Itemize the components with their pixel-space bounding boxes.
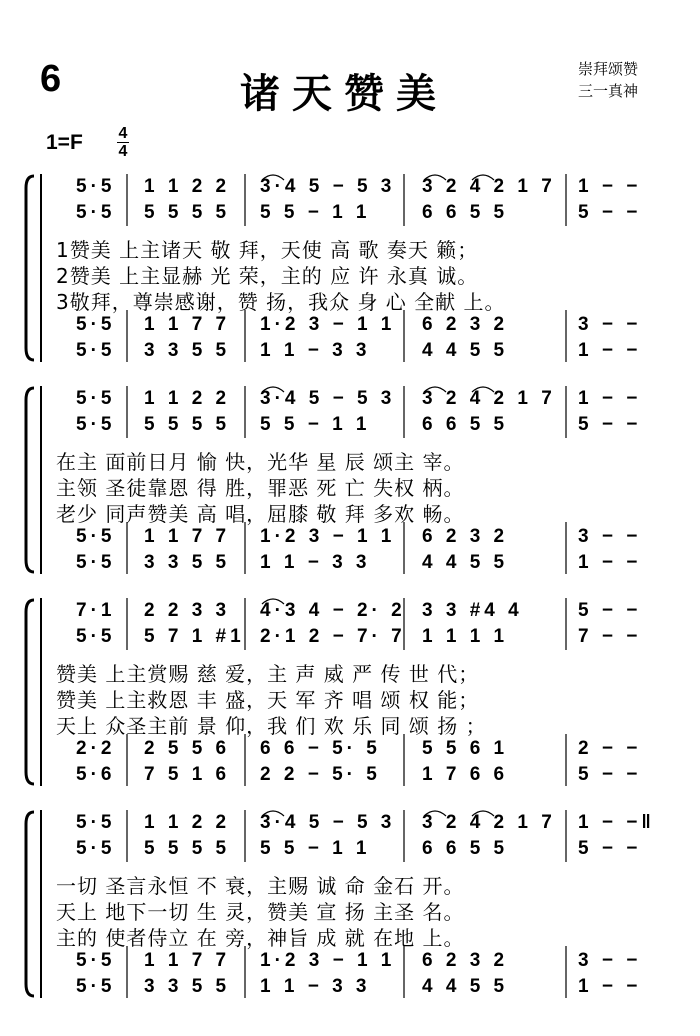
time-signature [117, 125, 129, 160]
upper-staff-top [60, 176, 700, 204]
measure-pickup: 5·5 [76, 950, 116, 971]
lyric-verse-3: 老少 同声赞美 高 唱，屈膝 敬 拜 多欢 畅。 [56, 502, 465, 526]
system-1 [0, 168, 700, 378]
measure-pickup: 5·5 [76, 176, 116, 197]
system-4 [0, 804, 700, 1014]
measure-4: 1 − − [578, 176, 642, 197]
measure-2: 1 1 − 3 3 [260, 552, 371, 573]
measure-4: 3 − − [578, 950, 642, 971]
lower-staff-top [60, 314, 700, 342]
upper-staff-top [60, 388, 700, 416]
lyric-verse-3: 天上 众圣主前 景 仰，我 们 欢 乐 同 颂 扬 ； [56, 714, 487, 738]
lyric-verse-3: 3敬拜，尊崇感谢，赞 扬，我众 身 心 全献 上。 [56, 290, 506, 314]
measure-2: 5 5 − 1 1 [260, 202, 371, 223]
lower-staff-top [60, 738, 700, 766]
upper-staff-bottom [60, 414, 700, 442]
measure-2: 1 1 − 3 3 [260, 976, 371, 997]
measure-4: 5 − − [578, 600, 642, 621]
measure-2: 1·2 3 − 1 1 [260, 526, 396, 547]
measure-4: 7 − − [578, 626, 642, 647]
measure-1: 1 1 2 2 [144, 812, 231, 833]
lyric-verse-1: 1赞美 上主诸天 敬 拜，天使 高 歌 奏天 籁； [56, 238, 479, 262]
measure-pickup: 5·5 [76, 414, 116, 435]
measure-3: 6 2 3 2 [422, 314, 509, 335]
measure-3: 3 2 4 2 1 7 [422, 176, 556, 197]
upper-staff-top [60, 812, 700, 840]
meter-bottom: 4 [118, 143, 128, 160]
lyric-verse-1: 在主 面前日月 愉 快，光华 星 辰 颂主 宰。 [56, 450, 465, 474]
measure-2: 5 5 − 1 1 [260, 838, 371, 859]
measure-1: 7 5 1 6 [144, 764, 231, 785]
measure-pickup: 5·5 [76, 838, 116, 859]
upper-staff-bottom [60, 838, 700, 866]
measure-pickup: 5·5 [76, 626, 116, 647]
lower-staff-bottom [60, 976, 700, 1004]
lyric-verse-2: 赞美 上主救恩 丰 盛，天 军 齐 唱 颂 权 能； [56, 688, 480, 712]
measure-4: 1 − − [578, 976, 642, 997]
measure-1: 5 5 5 5 [144, 414, 231, 435]
measure-1: 5 5 5 5 [144, 202, 231, 223]
measure-1: 1 1 7 7 [144, 526, 231, 547]
measure-1: 1 1 7 7 [144, 950, 231, 971]
measure-3: 3 2 4 2 1 7 [422, 812, 556, 833]
measure-3: 4 4 5 5 [422, 340, 509, 361]
measure-3: 4 4 5 5 [422, 976, 509, 997]
measure-2: 5 5 − 1 1 [260, 414, 371, 435]
measure-pickup: 5·6 [76, 764, 116, 785]
measure-pickup: 7·1 [76, 600, 116, 621]
measure-3: 6 6 5 5 [422, 838, 509, 859]
lyric-verse-2: 主领 圣徒靠恩 得 胜，罪恶 死 亡 失权 柄。 [56, 476, 465, 500]
measure-4: 3 − − [578, 526, 642, 547]
measure-2: 1·2 3 − 1 1 [260, 950, 396, 971]
measure-3: 6 2 3 2 [422, 950, 509, 971]
measure-3: 1 7 6 6 [422, 764, 509, 785]
upper-staff-bottom [60, 202, 700, 230]
category-label: 崇拜颂赞 [578, 60, 639, 78]
measure-pickup: 5·5 [76, 202, 116, 223]
measure-1: 1 1 2 2 [144, 176, 231, 197]
measure-1: 2 2 3 3 [144, 600, 231, 621]
measure-pickup: 5·5 [76, 812, 116, 833]
measure-pickup: 5·5 [76, 526, 116, 547]
measure-pickup: 2·2 [76, 738, 116, 759]
measure-1: 3 3 5 5 [144, 340, 231, 361]
measure-4: 5 − − [578, 764, 642, 785]
lyric-verse-2: 天上 地下一切 生 灵，赞美 宣 扬 主圣 名。 [56, 900, 465, 924]
measure-1: 3 3 5 5 [144, 552, 231, 573]
system-2 [0, 380, 700, 590]
measure-4: 1 − − [578, 340, 642, 361]
measure-pickup: 5·5 [76, 552, 116, 573]
measure-1: 2 5 5 6 [144, 738, 231, 759]
measure-3: 1 1 1 1 [422, 626, 509, 647]
lower-staff-top [60, 950, 700, 978]
lyric-verse-1: 一切 圣言永恒 不 衰，主赐 诚 命 金石 开。 [56, 874, 465, 898]
measure-4: 3 − − [578, 314, 642, 335]
subcategory-label: 三一真神 [578, 82, 639, 100]
key-signature: 1=F [46, 131, 83, 154]
measure-1: 1 1 7 7 [144, 314, 231, 335]
hymn-category [578, 58, 638, 102]
hymn-title: 诸天赞美 [240, 70, 448, 117]
measure-4: 1 − −‖ [578, 812, 655, 833]
measure-4: 5 − − [578, 414, 642, 435]
upper-staff-bottom [60, 626, 700, 654]
measure-3: 4 4 5 5 [422, 552, 509, 573]
hymn-number: 6 [40, 58, 62, 100]
lyric-verse-3: 主的 使者侍立 在 旁，神旨 成 就 在地 上。 [56, 926, 465, 950]
measure-1: 5 7 1 #1 [144, 626, 245, 647]
lower-staff-bottom [60, 340, 700, 368]
lower-staff-bottom [60, 552, 700, 580]
lower-staff-bottom [60, 764, 700, 792]
measure-2: 1·2 3 − 1 1 [260, 314, 396, 335]
measure-2: 2·1 2 − 7· 7 [260, 626, 406, 647]
lyric-verse-1: 赞美 上主赏赐 慈 爱，主 声 威 严 传 世 代； [56, 662, 480, 686]
measure-4: 5 − − [578, 838, 642, 859]
measure-1: 5 5 5 5 [144, 838, 231, 859]
measure-pickup: 5·5 [76, 314, 116, 335]
measure-4: 1 − − [578, 552, 642, 573]
measure-1: 1 1 2 2 [144, 388, 231, 409]
measure-4: 2 − − [578, 738, 642, 759]
lyric-verse-2: 2赞美 上主显赫 光 荣，主的 应 许 永真 诚。 [56, 264, 479, 288]
measure-1: 3 3 5 5 [144, 976, 231, 997]
measure-3: 6 2 3 2 [422, 526, 509, 547]
measure-4: 5 − − [578, 202, 642, 223]
measure-2: 3·4 5 − 5 3 [260, 176, 396, 197]
measure-2: 4·3 4 − 2· 2 [260, 600, 406, 621]
measure-3: 6 6 5 5 [422, 202, 509, 223]
measure-pickup: 5·5 [76, 340, 116, 361]
measure-3: 3 3 #4 4 [422, 600, 523, 621]
measure-3: 6 6 5 5 [422, 414, 509, 435]
upper-staff-top [60, 600, 700, 628]
measure-pickup: 5·5 [76, 976, 116, 997]
measure-3: 3 2 4 2 1 7 [422, 388, 556, 409]
measure-2: 3·4 5 − 5 3 [260, 388, 396, 409]
measure-4: 1 − − [578, 388, 642, 409]
measure-3: 5 5 6 1 [422, 738, 509, 759]
measure-2: 3·4 5 − 5 3 [260, 812, 396, 833]
measure-2: 6 6 − 5· 5 [260, 738, 381, 759]
measure-pickup: 5·5 [76, 388, 116, 409]
meter-top: 4 [118, 125, 128, 142]
measure-2: 1 1 − 3 3 [260, 340, 371, 361]
system-3 [0, 592, 700, 802]
measure-2: 2 2 − 5· 5 [260, 764, 381, 785]
lower-staff-top [60, 526, 700, 554]
